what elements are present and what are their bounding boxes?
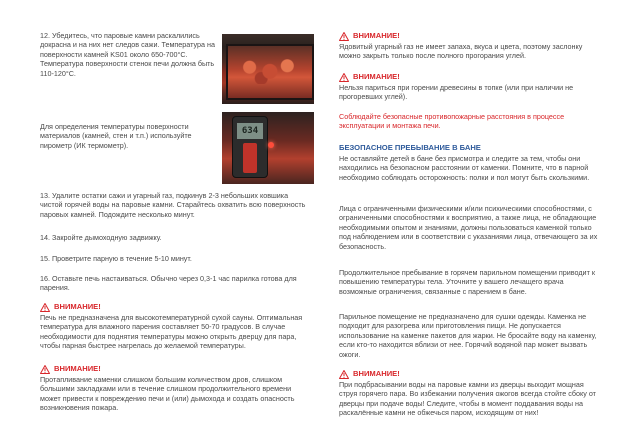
stove-photo xyxy=(222,34,314,104)
pyrometer-photo xyxy=(222,112,314,184)
warning-title: ВНИМАНИЕ! xyxy=(353,72,400,81)
fire-safety-note: Соблюдайте безопасные противопожарные расстояния в процессе эксплуатации и монтажа печи. xyxy=(339,112,565,131)
step-16: 16. Оставьте печь настаиваться. Обычно через 0,3-1 час парилка готова для парения. xyxy=(40,274,297,293)
warning-heading xyxy=(339,369,400,379)
warning-text: Протапливание каменки слишком большим количеством дров, слишком большими закладками или в течение слишком продолжительного времени может привести к повреждению печи и (или) дымохода и создать опасность возникновения пожара. xyxy=(40,375,295,413)
section-title: БЕЗОПАСНОЕ ПРЕБЫВАНИЕ В БАНЕ xyxy=(339,143,481,152)
warning-title: ВНИМАНИЕ! xyxy=(54,364,101,373)
pyrometer-note: Для определения температуры поверхности материалов (камней, стен и т.п.) используйте пирометр (ИК термометр). xyxy=(40,122,192,150)
warning-text: Печь не предназначена для высокотемпературной сухой сауны. Оптимальная температура для влажного парения составляет 50-70 градусов. В случае необходимости для поднятия температуры можно открыть дверцу для пара, чтобы парная быстрее нагрелась до желаемой температуры. xyxy=(40,313,303,351)
laser-dot-icon xyxy=(268,142,274,148)
warning-heading xyxy=(40,364,101,374)
warning-icon xyxy=(339,370,349,379)
pyrometer-reading: 634 xyxy=(237,123,263,139)
step-15: 15. Проветрите парную в течение 5-10 минут. xyxy=(40,254,192,263)
warning-icon xyxy=(339,32,349,41)
warning-title: ВНИМАНИЕ! xyxy=(353,369,400,378)
warning-heading xyxy=(339,31,400,41)
glowing-stones xyxy=(238,56,296,84)
paragraph: Продолжительное пребывание в горячем парильном помещении приводит к повышению температуры тела. Уточните у вашего лечащего врача возможные ограничения, связанные с парением в бане. xyxy=(339,268,596,296)
right-column xyxy=(339,0,603,446)
pyrometer-device xyxy=(232,116,268,178)
warning-icon xyxy=(40,365,50,374)
warning-text: При подбрасывании воды на паровые камни из дверцы выходит мощная струя горячего пара. Во избежании получения ожогов всегда стойте сбоку от дверцы при подаче воды! Следите, чтобы в момент поддавания воды на раскалённые камни не обжечься паром, исходящим от них! xyxy=(339,380,596,418)
warning-heading xyxy=(339,72,400,82)
warning-icon xyxy=(40,303,50,312)
step-12: 12. Убедитесь, что паровые камни раскалились докрасна и на них нет следов сажи. Температура на поверхности камней KS01 около 650-700°С. Температура поверхности стенок печи должна быть 110-120°С. xyxy=(40,31,215,78)
section-intro: Не оставляйте детей в бане без присмотра и следите за тем, чтобы они находились на безопасном расстоянии от каменки. Помните, что в парной необходимо соблюдать осторожность: полки и пол могут быть скользкими. xyxy=(339,154,590,182)
pyrometer-grip xyxy=(243,143,257,173)
paragraph: Парильное помещение не предназначено для сушки одежды. Каменка не подходит для разогрева или приготовления пищи. Не допускается использование на каменке пакетов для жарки. Не бросайте воду на каменку, если кто-то находится вблизи от нее. Горячий водяной пар может вызвать ожоги. xyxy=(339,312,597,359)
warning-title: ВНИМАНИЕ! xyxy=(54,302,101,311)
warning-text: Ядовитый угарный газ не имеет запаха, вкуса и цвета, поэтому заслонку можно закрыть только после полного прогорания углей. xyxy=(339,42,583,61)
step-13: 13. Удалите остатки сажи и угарный газ, подкинув 2-3 небольших ковшика чистой горячей воды на паровые камни. Старайтесь охватить всю поверхность паровых камней. Подождите несколько минут. xyxy=(40,191,306,219)
step-14: 14. Закройте дымоходную задвижку. xyxy=(40,233,162,242)
paragraph: Лица с ограниченными физическими и/или психическими способностями, с ограниченными способностями к восприятию, а также лица, не обладающие необходимыми опытом и знаниями, должны пользоваться каменкой только под наблюдением или в соответствии с указаниями лица, отвечающего за их безопасность. xyxy=(339,204,598,251)
warning-heading xyxy=(40,302,101,312)
warning-title: ВНИМАНИЕ! xyxy=(353,31,400,40)
warning-text: Нельзя париться при горении древесины в топке (или при наличии не прогоревших углей). xyxy=(339,83,574,102)
warning-icon xyxy=(339,73,349,82)
